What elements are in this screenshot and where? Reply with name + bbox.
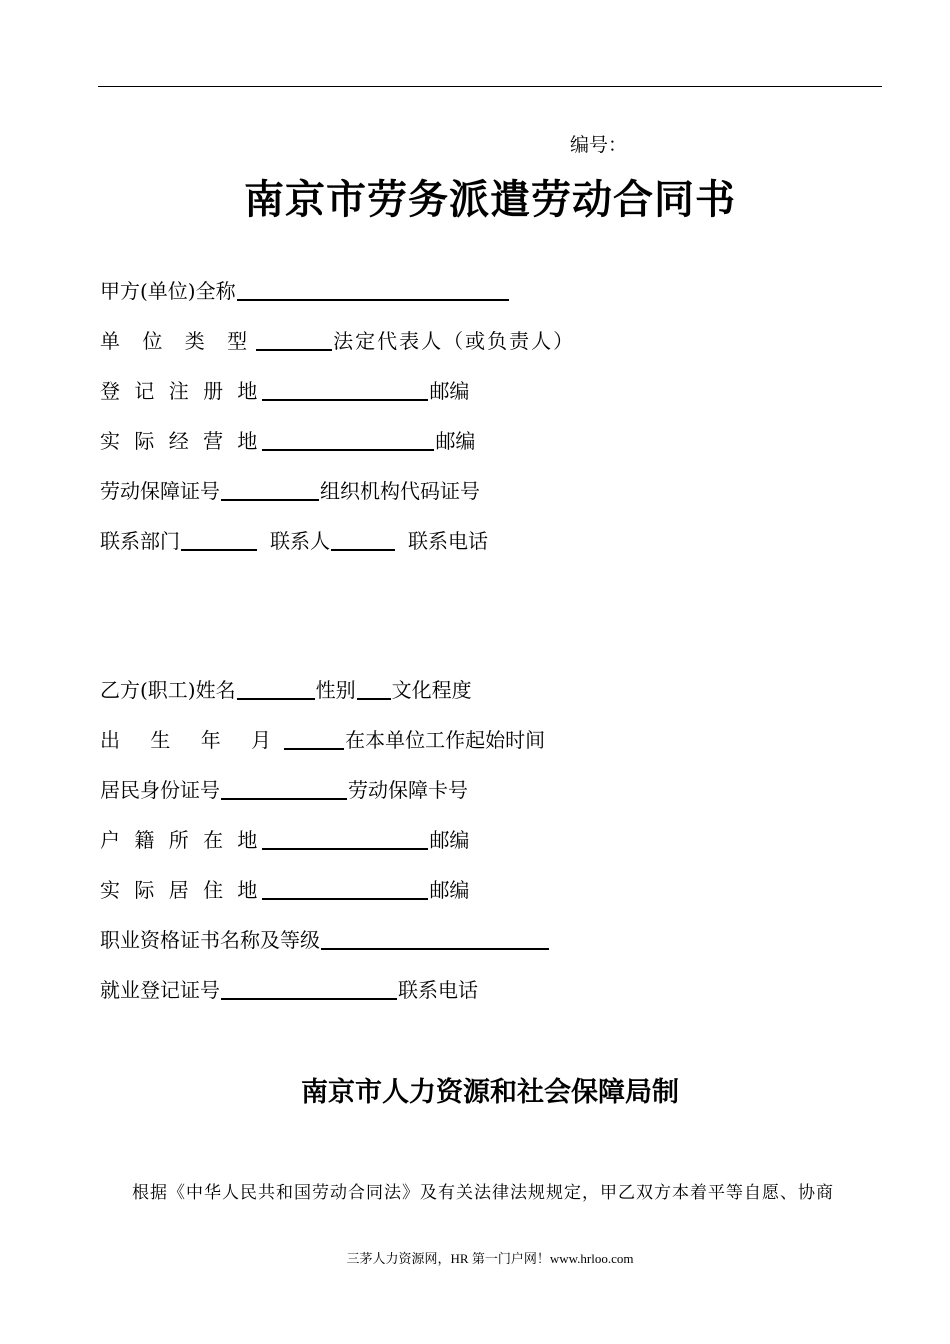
preamble-text: 根据《中华人民共和国劳动合同法》及有关法律法规规定，甲乙双方本着平等自愿、协商 bbox=[132, 1183, 834, 1203]
reg-address-row bbox=[100, 376, 469, 406]
household-row bbox=[100, 825, 469, 855]
footer-text: 三茅人力资源网，HR 第一门户网！www.hrloo.com bbox=[346, 1251, 634, 1266]
org-code-label: 组织机构代码证号 bbox=[320, 479, 480, 503]
birth-row bbox=[100, 725, 545, 755]
reg-address-field[interactable] bbox=[262, 377, 428, 401]
residence-postcode-label: 邮编 bbox=[429, 878, 470, 902]
unit-type-label: 单 位 类 型 bbox=[100, 329, 256, 353]
unit-type-row bbox=[100, 326, 575, 356]
household-postcode-label: 邮编 bbox=[429, 828, 470, 852]
qualification-row bbox=[100, 925, 550, 955]
party-a-phone-label: 联系电话 bbox=[408, 529, 488, 553]
residence-label: 实 际 居 住 地 bbox=[100, 878, 262, 902]
contact-person-field[interactable] bbox=[331, 527, 395, 551]
biz-address-field[interactable] bbox=[262, 427, 434, 451]
education-label: 文化程度 bbox=[391, 678, 472, 702]
id-label: 居民身份证号 bbox=[100, 778, 220, 802]
party-b-name-row bbox=[100, 675, 472, 705]
gender-field[interactable] bbox=[357, 676, 391, 700]
party-a-name-field[interactable] bbox=[237, 277, 509, 301]
residence-row bbox=[100, 875, 469, 905]
qualification-label: 职业资格证书名称及等级 bbox=[100, 928, 320, 952]
labor-card-label: 劳动保障卡号 bbox=[348, 778, 468, 802]
contact-person-label: 联系人 bbox=[270, 529, 330, 553]
biz-address-label: 实 际 经 营 地 bbox=[100, 429, 262, 453]
issuer-line: 南京市人力资源和社会保障局制 bbox=[301, 1077, 679, 1108]
id-row bbox=[100, 775, 468, 805]
residence-field[interactable] bbox=[262, 876, 428, 900]
contact-row bbox=[100, 526, 488, 556]
reg-postcode-label: 邮编 bbox=[429, 379, 470, 403]
top-rule bbox=[98, 86, 882, 87]
employment-reg-label: 就业登记证号 bbox=[100, 978, 220, 1002]
biz-address-row bbox=[100, 426, 475, 456]
legal-rep-label: 法定代表人（或负责人） bbox=[333, 329, 576, 353]
labor-cert-label: 劳动保障证号 bbox=[100, 479, 220, 503]
start-date-label: 在本单位工作起始时间 bbox=[345, 728, 546, 752]
party-a-name-row bbox=[100, 276, 510, 306]
party-b-name-label: 乙方(职工)姓名 bbox=[100, 678, 236, 702]
qualification-field[interactable] bbox=[321, 926, 549, 950]
party-a-name-label: 甲方(单位)全称 bbox=[100, 279, 236, 303]
contact-dept-label: 联系部门 bbox=[100, 529, 180, 553]
serial-number-label: 编号： bbox=[570, 134, 628, 156]
contact-dept-field[interactable] bbox=[181, 527, 257, 551]
household-field[interactable] bbox=[262, 826, 428, 850]
household-label: 户 籍 所 在 地 bbox=[100, 828, 262, 852]
unit-type-field[interactable] bbox=[256, 327, 332, 351]
employment-reg-field[interactable] bbox=[221, 976, 397, 1000]
employment-reg-row bbox=[100, 975, 478, 1005]
document-title: 南京市劳务派遣劳动合同书 bbox=[244, 177, 736, 223]
birth-label: 出 生 年 月 bbox=[100, 728, 284, 752]
labor-cert-field[interactable] bbox=[221, 477, 319, 501]
party-b-phone-label: 联系电话 bbox=[398, 978, 478, 1002]
party-b-name-field[interactable] bbox=[237, 676, 315, 700]
gender-label: 性别 bbox=[315, 678, 356, 702]
reg-address-label: 登 记 注 册 地 bbox=[100, 379, 262, 403]
birth-field[interactable] bbox=[284, 726, 344, 750]
labor-cert-row bbox=[100, 476, 480, 506]
id-field[interactable] bbox=[221, 776, 347, 800]
biz-postcode-label: 邮编 bbox=[435, 429, 476, 453]
